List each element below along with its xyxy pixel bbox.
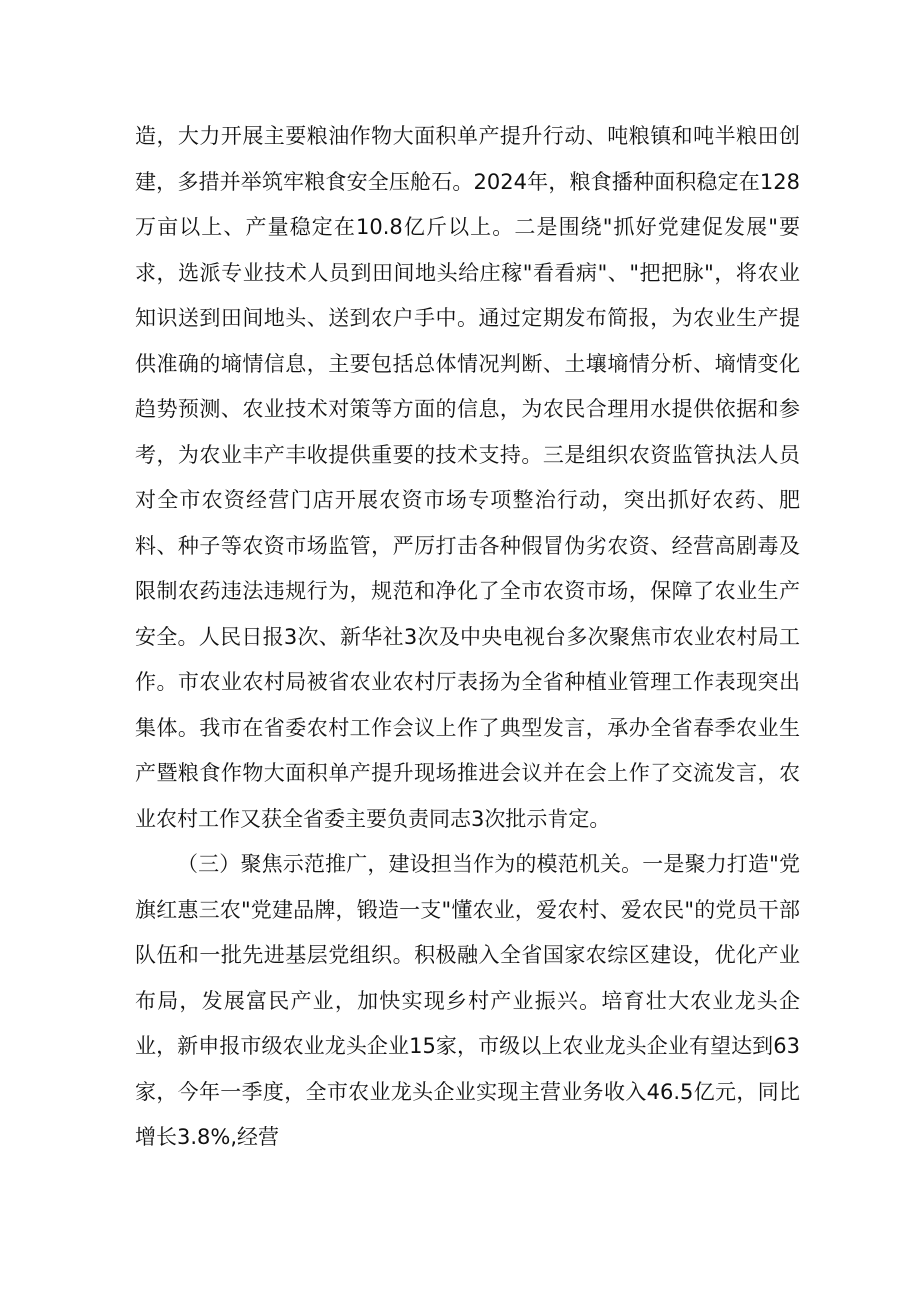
document-body	[135, 114, 800, 1161]
paragraph-section-three: （三）聚焦示范推广，建设担当作为的模范机关。一是聚力打造"党旗红惠三农"党建品牌，锻造一支"懂农业，爱农村、爱农民"的党员干部队伍和一批先进基层党组织。积极融入全省国家农综区建设，优化产业布局，发展富民产业，加快实现乡村产业振兴。培育壮大农业龙头企业，新申报市级农业龙头企业15家，市级以上农业龙头企业有望达到63家，今年一季度，全市农业龙头企业实现主营业务收入46.5亿元，同比增长3.8%,经营	[135, 852, 800, 1149]
paragraph-continuation: 造，大力开展主要粮油作物大面积单产提升行动、吨粮镇和吨半粮田创建，多措并举筑牢粮食安全压舱石。2024年，粮食播种面积稳定在128万亩以上、产量稳定在10.8亿斤以上。二是围绕"抓好党建促发展"要求，选派专业技术人员到田间地头给庄稼"看看病"、"把把脉"，将农业知识送到田间地头、送到农户手中。通过定期发布简报，为农业生产提供准确的墒情信息，主要包括总体情况判断、土壤墒情分析、墒情变化趋势预测、农业技术对策等方面的信息，为农民合理用水提供依据和参考，为农业丰产丰收提供重要的技术支持。三是组织农资监管执法人员对全市农资经营门店开展农资市场专项整治行动，突出抓好农药、肥料、种子等农资市场监管，严厉打击各种假冒伪劣农资、经营高剧毒及限制农药违法违规行为，规范和净化了全市农资市场，保障了农业生产安全。人民日报3次、新华社3次及中央电视台多次聚焦市农业农村局工作。市农业农村局被省农业农村厅表扬为全省种植业管理工作表现突出集体。我市在省委农村工作会议上作了典型发言，承办全省春季农业生产暨粮食作物大面积单产提升现场推进会议并在会上作了交流发言，农业农村工作又获全省委主要负责同志3次批示肯定。	[135, 124, 800, 831]
